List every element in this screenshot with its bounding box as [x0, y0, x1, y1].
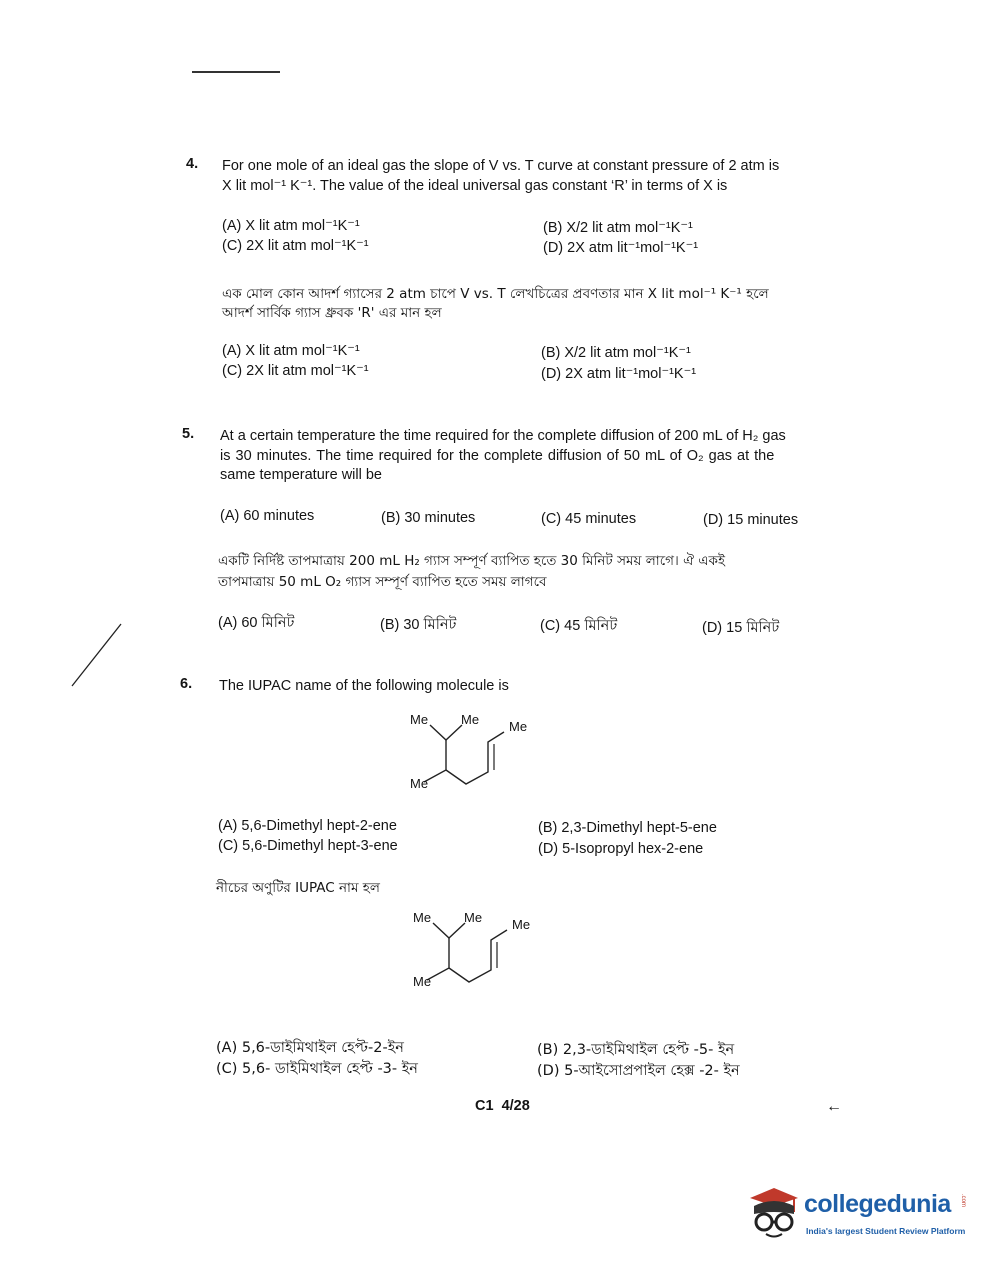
logo-suffix: .com: [960, 1194, 966, 1208]
question-4-bn-option-a: (A) X lit atm mol⁻¹K⁻¹: [222, 343, 360, 359]
molecule-2-label-me4: Me: [413, 974, 432, 989]
question-5-bn-option-a: (A) 60 মিনিট: [218, 615, 295, 631]
molecule-2-label-me1: Me: [413, 910, 432, 925]
question-5-bn-option-b: (B) 30 মিনিট: [380, 617, 457, 633]
logo-tagline: India's largest Student Review Platform: [806, 1226, 966, 1236]
question-4-option-b: (B) X/2 lit atm mol⁻¹K⁻¹: [543, 220, 693, 236]
question-6-bn-option-a: (A) 5,6-ডাইমিথাইল হেপ্ট-2-ইন: [216, 1040, 404, 1056]
molecule-1-label-me4: Me: [410, 776, 429, 791]
question-6-number: 6.: [180, 676, 193, 692]
question-6-option-b: (B) 2,3-Dimethyl hept-5-ene: [538, 820, 717, 836]
question-5-bn-option-d: (D) 15 মিনিট: [702, 620, 780, 636]
question-5-number: 5.: [182, 426, 195, 442]
question-4-bn-line1: এক মোল কোন আদর্শ গ্যাসের 2 atm চাপে V vs. T লেখচিত্রের প্রবণতার মান X lit mol⁻¹ K⁻¹ হলে: [222, 286, 769, 302]
molecule-1-label-me1: Me: [410, 712, 429, 727]
question-4-bn-option-c: (C) 2X lit atm mol⁻¹K⁻¹: [222, 363, 369, 379]
pen-mark: [66, 620, 126, 690]
question-6-bn-option-d: (D) 5-আইসোপ্রপাইল হেক্স -2- ইন: [537, 1063, 740, 1079]
question-4-number: 4.: [186, 156, 199, 172]
molecule-2-label-me3: Me: [512, 917, 531, 932]
question-6-bn-option-b: (B) 2,3-ডাইমিথাইল হেপ্ট -5- ইন: [537, 1042, 735, 1058]
question-6-bn-line1: নীচের অণুটির IUPAC নাম হল: [216, 880, 380, 896]
question-5-option-b: (B) 30 minutes: [381, 510, 476, 526]
question-5-bn-option-c: (C) 45 মিনিট: [540, 618, 618, 634]
question-4-text-line2: X lit mol⁻¹ K⁻¹. The value of the ideal universal gas constant ‘R’ in terms of X is: [222, 178, 728, 194]
question-5-option-a: (A) 60 minutes: [220, 508, 315, 524]
question-5-bn-line1: একটি নির্দিষ্ট তাপমাত্রায় 200 mL H₂ গ্যাস সম্পূর্ণ ব্যাপিত হতে 30 মিনিট সময় লাগে। ঐ একই: [218, 553, 725, 569]
question-4-bn-option-b: (B) X/2 lit atm mol⁻¹K⁻¹: [541, 345, 691, 361]
question-5-option-d: (D) 15 minutes: [703, 512, 799, 528]
molecule-1-label-me2: Me: [461, 712, 480, 727]
molecule-structure-2: [407, 906, 547, 996]
question-5-text-line2: is 30 minutes. The time required for the complete diffusion of 50 mL of O₂ gas at the: [220, 448, 775, 464]
question-5-option-c: (C) 45 minutes: [541, 511, 637, 527]
collegedunia-logo: [744, 1180, 974, 1246]
question-6-option-d: (D) 5-Isopropyl hex-2-ene: [538, 841, 704, 857]
question-6-text-line1: The IUPAC name of the following molecule is: [219, 678, 509, 694]
question-4-bn-line2: আদর্শ সার্বিক গ্যাস ধ্রুবক 'R' এর মান হল: [222, 305, 442, 321]
question-4-option-a: (A) X lit atm mol⁻¹K⁻¹: [222, 218, 360, 234]
scan-top-rule: [192, 71, 280, 73]
mascot-icon: [744, 1184, 802, 1240]
molecule-structure-1: [404, 708, 544, 798]
arrow-left-icon: ←: [826, 1098, 842, 1115]
question-6-option-c: (C) 5,6-Dimethyl hept-3-ene: [218, 838, 398, 854]
question-4-option-c: (C) 2X lit atm mol⁻¹K⁻¹: [222, 238, 369, 254]
logo-name: collegedunia: [804, 1190, 951, 1218]
page-number: C1 4/28: [475, 1098, 530, 1114]
question-6-bn-option-c: (C) 5,6- ডাইমিথাইল হেপ্ট -3- ইন: [216, 1061, 418, 1077]
question-4-option-d: (D) 2X atm lit⁻¹mol⁻¹K⁻¹: [543, 240, 699, 256]
question-6-option-a: (A) 5,6-Dimethyl hept-2-ene: [218, 818, 397, 834]
molecule-2-label-me2: Me: [464, 910, 483, 925]
question-5-text-line3: same temperature will be: [220, 467, 382, 483]
question-5-text-line1: At a certain temperature the time required for the complete diffusion of 200 mL of H₂ gas: [220, 428, 786, 444]
question-4-text-line1: For one mole of an ideal gas the slope of V vs. T curve at constant pressure of 2 atm is: [222, 158, 780, 174]
question-4-bn-option-d: (D) 2X atm lit⁻¹mol⁻¹K⁻¹: [541, 366, 697, 382]
question-5-bn-line2: তাপমাত্রায় 50 mL O₂ গ্যাস সম্পূর্ণ ব্যাপিত হতে সময় লাগবে: [218, 574, 547, 590]
molecule-1-label-me3: Me: [509, 719, 528, 734]
